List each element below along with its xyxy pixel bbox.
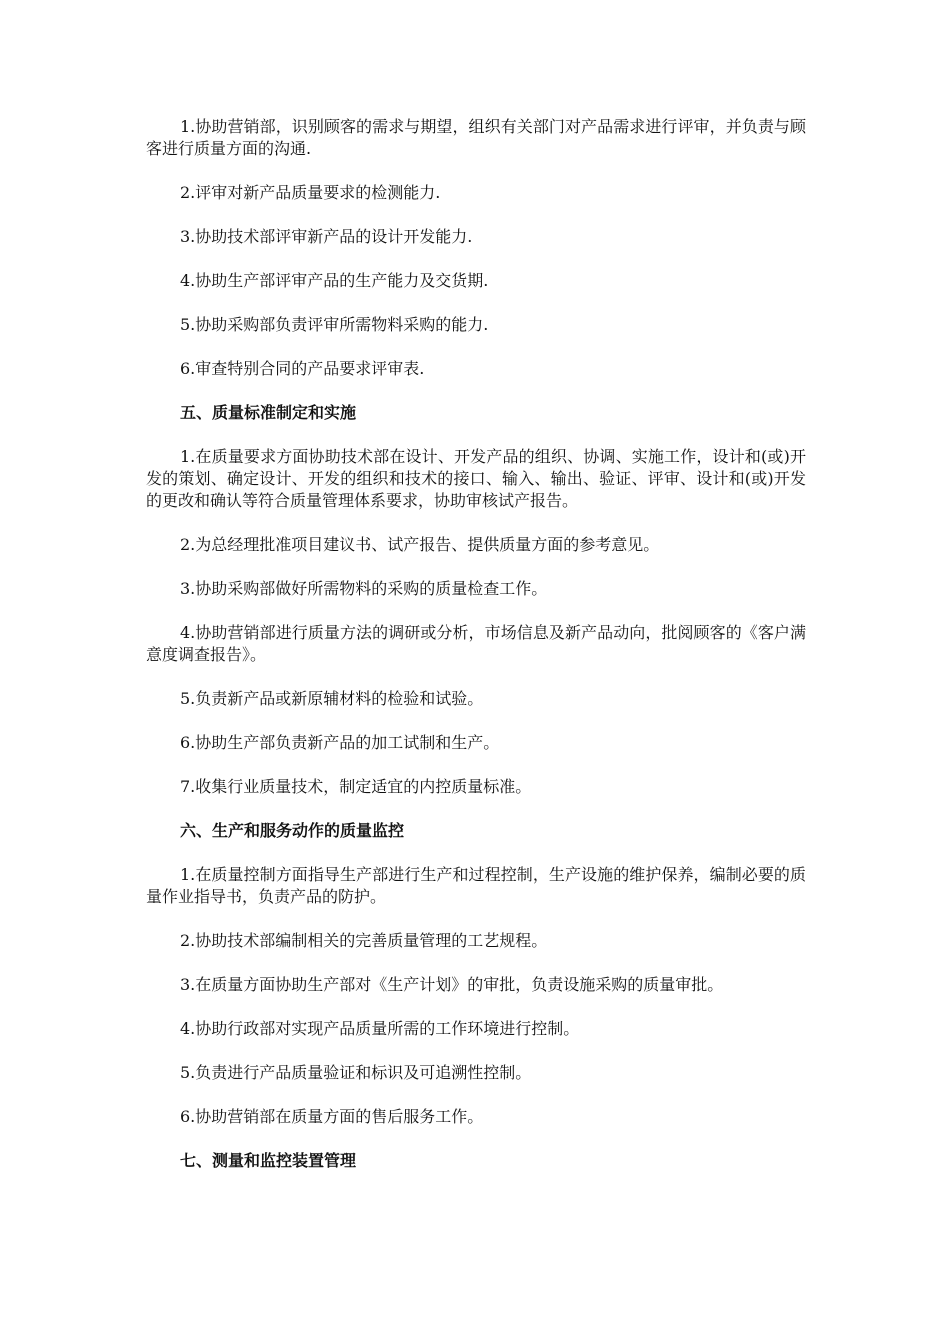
section5-item-2: 2.为总经理批准项目建议书、试产报告、提供质量方面的参考意见。 (180, 535, 660, 554)
section6-item-1: 1.在质量控制方面指导生产部进行生产和过程控制，生产设施的维护保养，编制必要的质量作业指导书，负责产品的防护。 (146, 865, 806, 906)
section5-heading: 五、质量标准制定和实施 (180, 403, 357, 422)
section5-item-3: 3.协助采购部做好所需物料的采购的质量检查工作。 (180, 579, 548, 598)
section6-item-3: 3.在质量方面协助生产部对《生产计划》的审批，负责设施采购的质量审批。 (180, 975, 724, 994)
section4-item-6: 6.审查特别合同的产品要求评审表. (180, 359, 425, 378)
section6-item-2: 2.协助技术部编制相关的完善质量管理的工艺规程。 (180, 931, 548, 950)
section4-item-1: 1.协助营销部，识别顾客的需求与期望，组织有关部门对产品需求进行评审，并负责与顾客进行质量方面的沟通. (146, 117, 806, 158)
section5-item-6: 6.协助生产部负责新产品的加工试制和生产。 (180, 733, 500, 752)
document-page (146, 116, 806, 1194)
section4-item-3: 3.协助技术部评审新产品的设计开发能力. (180, 227, 473, 246)
section4-item-4: 4.协助生产部评审产品的生产能力及交货期. (180, 271, 489, 290)
section6-item-5: 5.负责进行产品质量验证和标识及可追溯性控制。 (180, 1063, 532, 1082)
section4-item-2: 2.评审对新产品质量要求的检测能力. (180, 183, 441, 202)
section5-item-7: 7.收集行业质量技术，制定适宜的内控质量标准。 (180, 777, 532, 796)
section4-item-5: 5.协助采购部负责评审所需物料采购的能力. (180, 315, 489, 334)
section5-item-4: 4.协助营销部进行质量方法的调研或分析，市场信息及新产品动向，批阅顾客的《客户满意度调查报告》。 (146, 623, 806, 664)
section6-heading: 六、生产和服务动作的质量监控 (180, 821, 405, 840)
section6-item-4: 4.协助行政部对实现产品质量所需的工作环境进行控制。 (180, 1019, 580, 1038)
section5-item-5: 5.负责新产品或新原辅材料的检验和试验。 (180, 689, 484, 708)
section5-item-1: 1.在质量要求方面协助技术部在设计、开发产品的组织、协调、实施工作，设计和(或)开发的策划、确定设计、开发的组织和技术的接口、输入、输出、验证、评审、设计和(或)开发的更改和确认等符合质量管理体系要求，协助审核试产报告。 (146, 447, 806, 510)
section7-heading: 七、测量和监控装置管理 (180, 1151, 357, 1170)
section6-item-6: 6.协助营销部在质量方面的售后服务工作。 (180, 1107, 484, 1126)
